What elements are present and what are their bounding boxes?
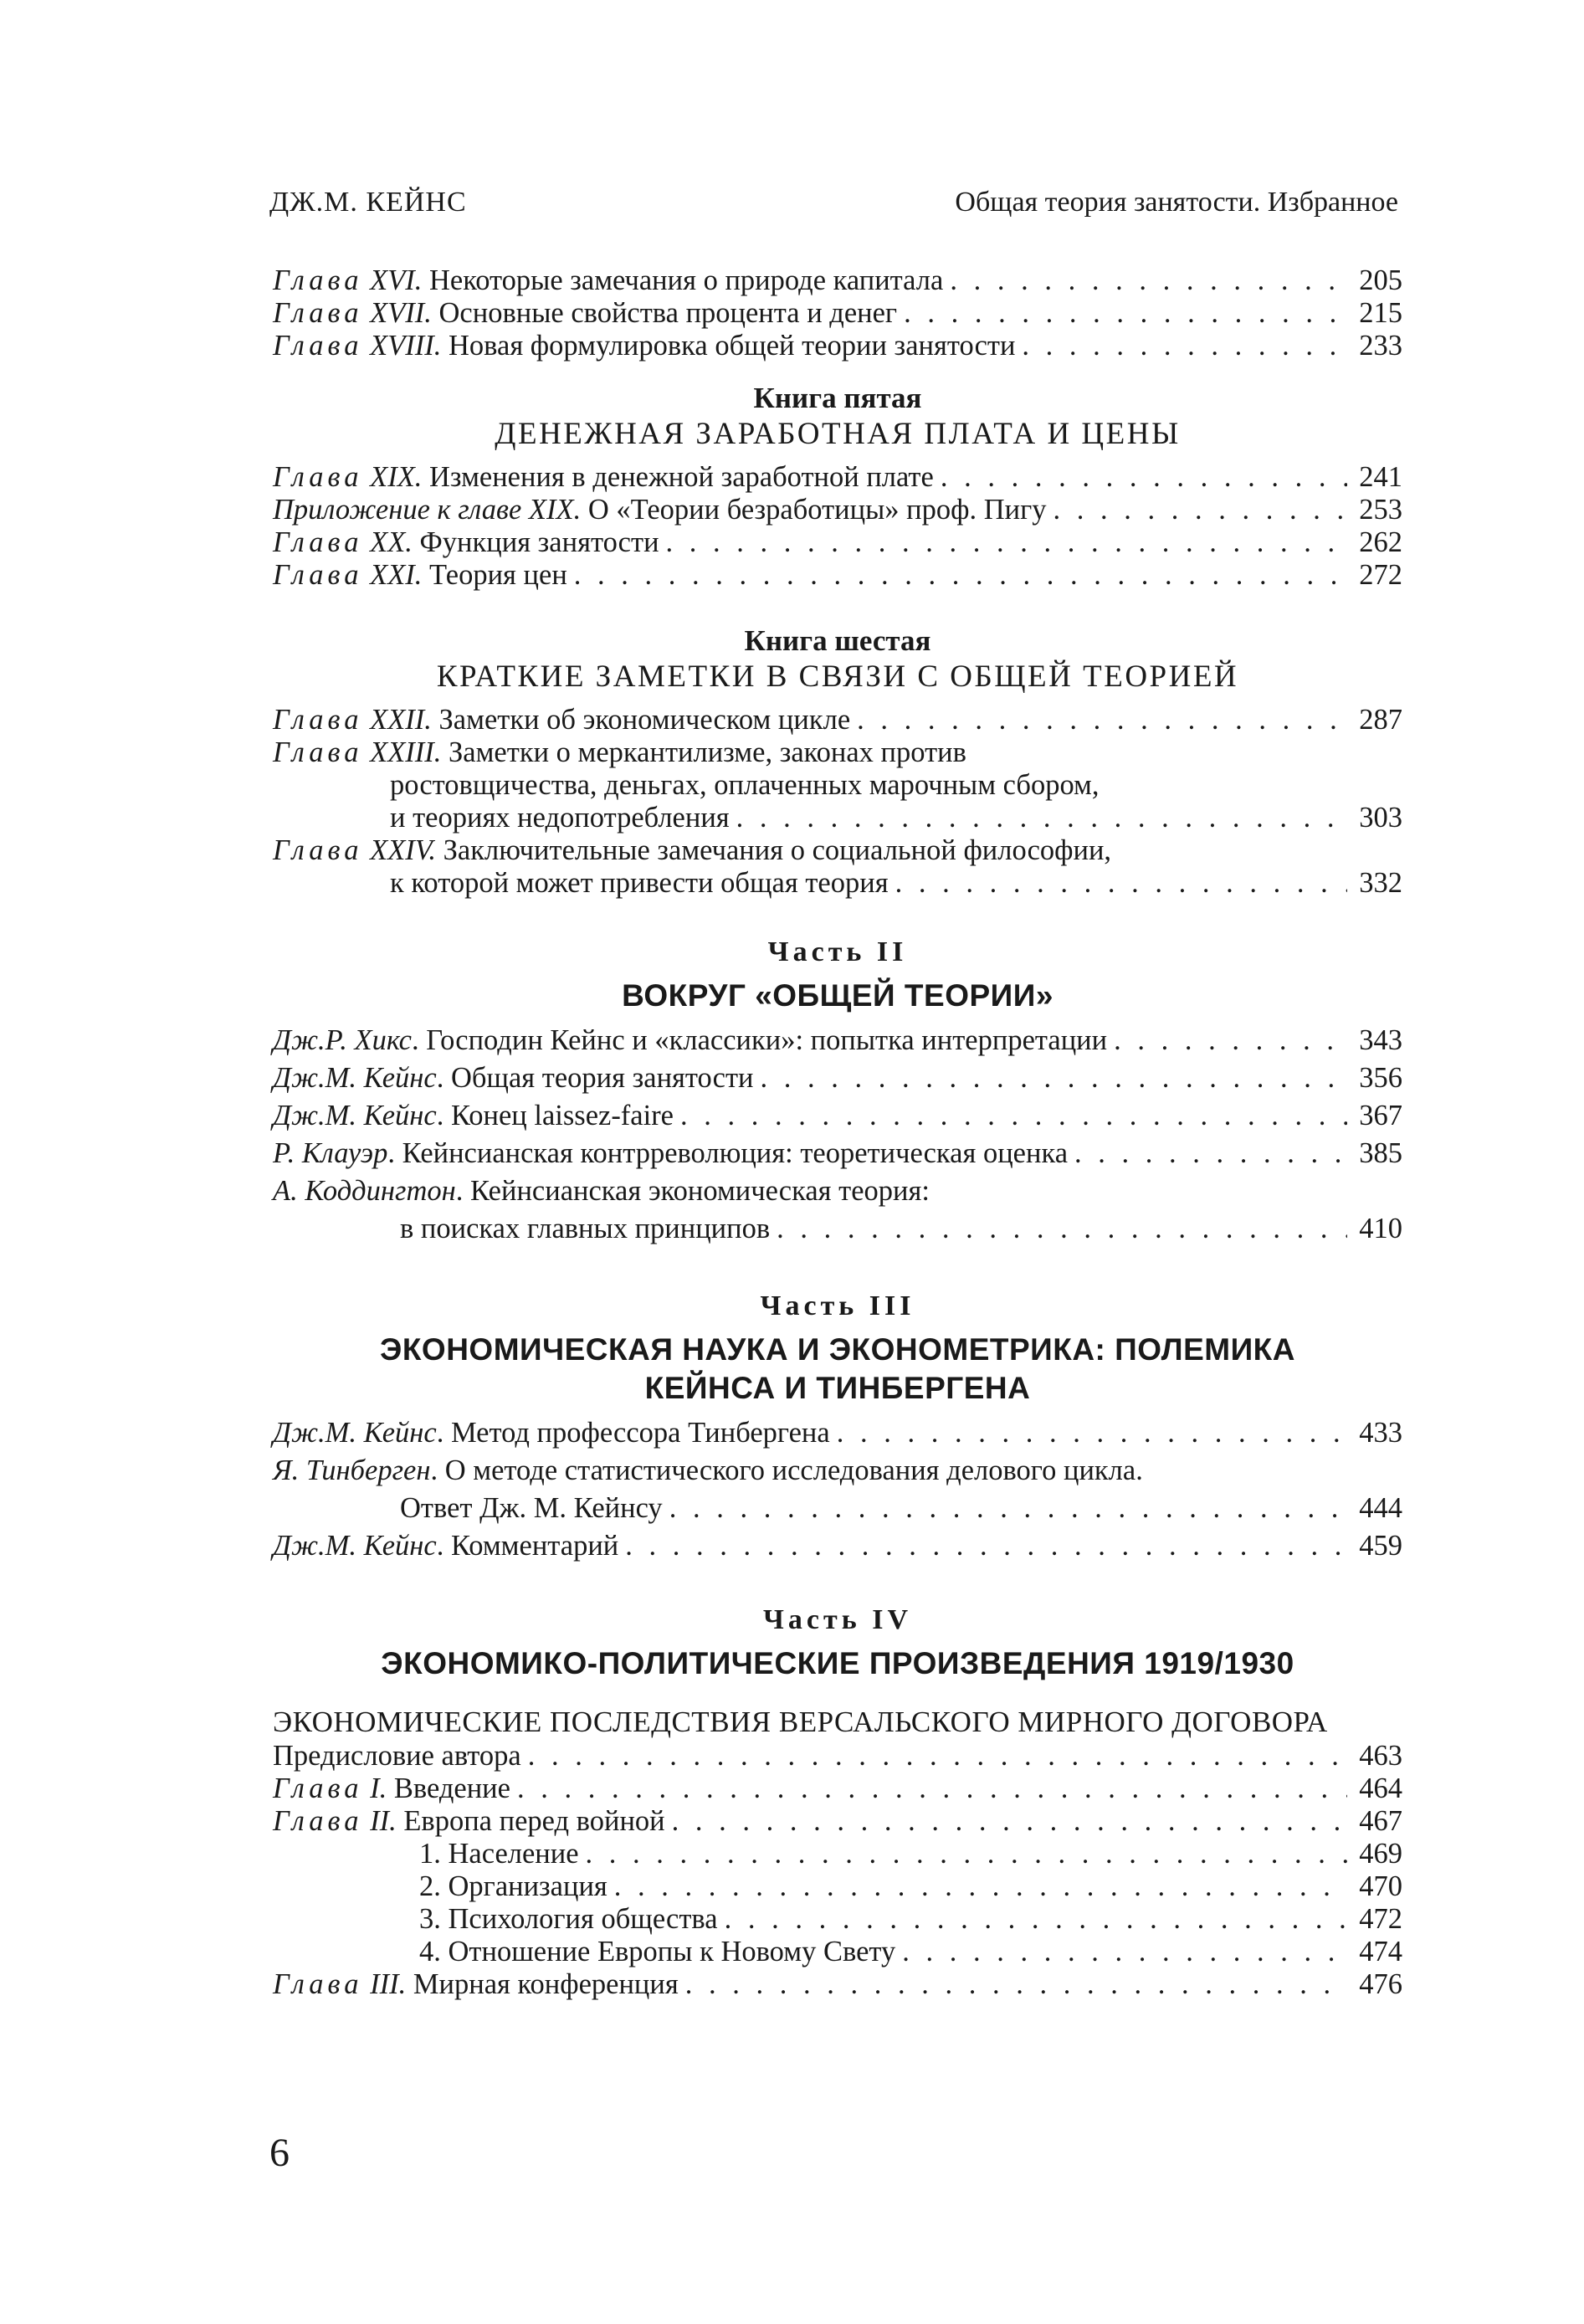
leader-dots bbox=[666, 526, 1347, 559]
entry-title: Европа перед войной bbox=[403, 1805, 665, 1837]
toc-entry[interactable] bbox=[273, 736, 1402, 769]
entry-title: Предисловие автора bbox=[273, 1740, 521, 1772]
leader-dots bbox=[625, 1527, 1347, 1565]
toc-subentry[interactable] bbox=[273, 1936, 1402, 1968]
book-five-section bbox=[273, 381, 1402, 592]
part-three-section bbox=[273, 1289, 1402, 1565]
page-ref: 459 bbox=[1359, 1530, 1402, 1562]
entry-label: Глава III. bbox=[273, 1968, 407, 2000]
page-ref: 233 bbox=[1359, 330, 1402, 362]
toc-entry-continued: и теориях недопотребления . . . 303 bbox=[273, 802, 1402, 834]
entry-title: Кейнсианская экономическая теория: bbox=[469, 1175, 930, 1207]
toc-entry[interactable]: Дж.М. Кейнс . Конец laissez-faire . . . 367 bbox=[273, 1097, 1402, 1135]
leader-dots bbox=[904, 297, 1347, 330]
leader-dots bbox=[837, 1414, 1347, 1452]
entry-title: О методе статистического исследования делового цикла. bbox=[444, 1454, 1143, 1486]
part-title: Часть III bbox=[760, 1290, 915, 1321]
entry-label: Глава II. bbox=[273, 1805, 397, 1837]
toc-entry[interactable] bbox=[273, 559, 1402, 592]
toc-entry[interactable]: Дж.М. Кейнс . Общая теория занятости . . . 356 bbox=[273, 1059, 1402, 1097]
leader-dots bbox=[685, 1968, 1347, 2001]
leader-dots bbox=[528, 1740, 1347, 1772]
toc-entry[interactable] bbox=[273, 1805, 1402, 1838]
toc-entry[interactable] bbox=[273, 1968, 1402, 2001]
page-ref: 356 bbox=[1359, 1062, 1402, 1094]
running-header-author: ДЖ.М. КЕЙНС bbox=[269, 187, 467, 218]
toc-entry[interactable]: Я. Тинберген . О методе статистического исследования делового цикла. bbox=[273, 1452, 1402, 1490]
entry-label: Глава XVII. bbox=[273, 297, 432, 329]
toc-entry-continued: ростовщичества, деньгах, оплаченных марочным сбором, bbox=[390, 769, 1100, 801]
entry-title: Функция занятости bbox=[419, 526, 659, 558]
entry-label: Глава XVIII. bbox=[273, 330, 442, 362]
entry-label: Приложение к главе XIX. bbox=[273, 494, 582, 526]
leader-dots bbox=[1114, 1022, 1347, 1059]
leader-dots bbox=[1022, 330, 1347, 362]
toc-entry-continued: в поисках главных принципов . . . 410 bbox=[273, 1210, 1402, 1248]
entry-title: Господин Кейнс и «классики»: попытка интерпретации bbox=[426, 1024, 1108, 1056]
toc-entry[interactable] bbox=[273, 1740, 1402, 1772]
entry-title: Новая формулировка общей теории занятости bbox=[449, 330, 1016, 362]
page-ref: 410 bbox=[1359, 1213, 1402, 1244]
entry-title: Некоторые замечания о природе капитала bbox=[429, 264, 944, 296]
entry-title: О «Теории безработицы» проф. Пигу bbox=[587, 494, 1047, 526]
entry-author: Я. Тинберген bbox=[273, 1454, 431, 1486]
entry-label: Глава XXI. bbox=[273, 559, 423, 591]
page-ref: 463 bbox=[1359, 1740, 1402, 1772]
part-title: Часть IV bbox=[762, 1604, 912, 1635]
entry-label: Глава XXIV. bbox=[273, 834, 437, 866]
section-title: ЭКОНОМИЧЕСКИЕ ПОСЛЕДСТВИЯ ВЕРСАЛЬСКОГО МИРНОГО ДОГОВОРА bbox=[273, 1706, 1328, 1738]
toc-entry[interactable]: Р. Клауэр . Кейнсианская контрреволюция: теоретическая оценка . . . 385 bbox=[273, 1135, 1402, 1172]
entry-author: А. Коддингтон bbox=[273, 1175, 456, 1207]
page-ref: 272 bbox=[1359, 559, 1402, 591]
entry-author: Дж.М. Кейнс bbox=[273, 1417, 437, 1449]
leader-dots bbox=[941, 461, 1347, 494]
part-subtitle-line: ЭКОНОМИЧЕСКАЯ НАУКА И ЭКОНОМЕТРИКА: ПОЛЕМИКА bbox=[380, 1332, 1295, 1367]
page-ref: 367 bbox=[1359, 1100, 1402, 1131]
toc-entry[interactable] bbox=[273, 297, 1402, 330]
leader-dots bbox=[669, 1490, 1347, 1527]
entry-title: Мирная конференция bbox=[413, 1968, 679, 2000]
page-ref: 444 bbox=[1359, 1492, 1402, 1524]
toc-entry[interactable]: Дж.Р. Хикс . Господин Кейнс и «классики»: попытка интерпретации . . . 343 bbox=[273, 1022, 1402, 1059]
leader-dots bbox=[761, 1059, 1348, 1097]
toc-entry[interactable] bbox=[273, 1772, 1402, 1805]
entry-author: Дж.М. Кейнс bbox=[273, 1062, 437, 1094]
toc-subentry[interactable] bbox=[273, 1838, 1402, 1870]
part-title: Часть II bbox=[767, 936, 908, 967]
part-two-section bbox=[273, 935, 1402, 1248]
entry-title: 4. Отношение Европы к Новому Свету bbox=[419, 1936, 896, 1967]
page-ref: 215 bbox=[1359, 297, 1402, 329]
page-ref: 472 bbox=[1359, 1903, 1402, 1935]
entry-title: Основные свойства процента и денег bbox=[438, 297, 898, 329]
page-ref: 332 bbox=[1359, 867, 1402, 899]
page-ref: 287 bbox=[1359, 704, 1402, 736]
leader-dots bbox=[574, 559, 1347, 592]
part-subtitle-line: КЕЙНСА И ТИНБЕРГЕНА bbox=[644, 1371, 1031, 1405]
toc-entry[interactable] bbox=[273, 526, 1402, 559]
book-six-section bbox=[273, 623, 1402, 900]
page-ref: 469 bbox=[1359, 1838, 1402, 1870]
entry-title: Комментарий bbox=[450, 1530, 619, 1562]
leader-dots bbox=[895, 867, 1347, 900]
entry-label: Глава I. bbox=[273, 1772, 387, 1804]
page-ref: 303 bbox=[1359, 802, 1402, 834]
page-ref: 476 bbox=[1359, 1968, 1402, 2000]
toc-subentry[interactable] bbox=[273, 1903, 1402, 1936]
entry-title: Заключительные замечания о социальной философии, bbox=[443, 834, 1112, 866]
leader-dots bbox=[1074, 1135, 1347, 1172]
toc-entry[interactable] bbox=[273, 264, 1402, 297]
toc-block-1 bbox=[273, 264, 1402, 362]
entry-title: 3. Психология общества bbox=[419, 1903, 718, 1935]
leader-dots bbox=[777, 1210, 1347, 1248]
page-ref: 433 bbox=[1359, 1417, 1402, 1449]
running-header-title: Общая теория занятости. Избранное bbox=[955, 187, 1398, 218]
leader-dots bbox=[950, 264, 1347, 297]
entry-title: Кейнсианская контрреволюция: теоретическая оценка bbox=[402, 1137, 1069, 1169]
part-four-section bbox=[273, 1603, 1402, 2001]
toc-entry[interactable]: Дж.М. Кейнс . Метод профессора Тинбергена . . . 433 bbox=[273, 1414, 1402, 1452]
toc-subentry[interactable] bbox=[273, 1870, 1402, 1903]
toc-entry[interactable] bbox=[273, 834, 1402, 867]
entry-title: 2. Организация bbox=[419, 1870, 607, 1902]
entry-label: Глава XX. bbox=[273, 526, 413, 558]
page-ref: 467 bbox=[1359, 1805, 1402, 1837]
leader-dots bbox=[517, 1772, 1347, 1805]
leader-dots bbox=[614, 1870, 1347, 1903]
toc-entry[interactable] bbox=[273, 330, 1402, 362]
part-subtitle: ЭКОНОМИКО-ПОЛИТИЧЕСКИЕ ПРОИЗВЕДЕНИЯ 1919/1930 bbox=[381, 1646, 1294, 1680]
entry-author: Дж.М. Кейнс bbox=[273, 1530, 437, 1562]
entry-title: Метод профессора Тинбергена bbox=[450, 1417, 830, 1449]
leader-dots bbox=[1053, 494, 1348, 526]
entry-author: Дж.Р. Хикс bbox=[273, 1024, 412, 1056]
toc-entry[interactable] bbox=[273, 494, 1402, 526]
book-title: Книга пятая bbox=[753, 382, 922, 414]
page-ref: 470 bbox=[1359, 1870, 1402, 1902]
page-number: 6 bbox=[269, 2131, 290, 2175]
entry-label: Глава XXII. bbox=[273, 704, 432, 736]
page-ref: 205 bbox=[1359, 264, 1402, 296]
page-ref: 262 bbox=[1359, 526, 1402, 558]
page-ref: 474 bbox=[1359, 1936, 1402, 1967]
entry-author: Р. Клауэр bbox=[273, 1137, 388, 1169]
entry-title: Заметки об экономическом цикле bbox=[438, 704, 851, 736]
page-ref: 385 bbox=[1359, 1137, 1402, 1169]
leader-dots bbox=[680, 1097, 1347, 1135]
book-title: Книга шестая bbox=[744, 624, 931, 657]
page-ref: 464 bbox=[1359, 1772, 1402, 1804]
toc-entry[interactable]: Дж.М. Кейнс . Комментарий . . . 459 bbox=[273, 1527, 1402, 1565]
page-ref: 253 bbox=[1359, 494, 1402, 526]
toc-entry-continued: к которой может привести общая теория . . . 332 bbox=[273, 867, 1402, 900]
entry-title: Конец laissez-faire bbox=[450, 1100, 674, 1131]
entry-author: Дж.М. Кейнс bbox=[273, 1100, 437, 1131]
leader-dots bbox=[857, 704, 1347, 736]
leader-dots bbox=[672, 1805, 1347, 1838]
entry-title: Теория цен bbox=[429, 559, 567, 591]
leader-dots bbox=[736, 802, 1347, 834]
toc-entry-continued: Ответ Дж. М. Кейнсу . . . 444 bbox=[273, 1490, 1402, 1527]
leader-dots bbox=[725, 1903, 1347, 1936]
entry-label: Глава XXIII. bbox=[273, 736, 442, 768]
leader-dots bbox=[902, 1936, 1347, 1968]
leader-dots bbox=[586, 1838, 1347, 1870]
entry-title: Общая теория занятости bbox=[450, 1062, 754, 1094]
entry-label: Глава XVI. bbox=[273, 264, 423, 296]
book-subtitle: ДЕНЕЖНАЯ ЗАРАБОТНАЯ ПЛАТА И ЦЕНЫ bbox=[495, 417, 1181, 451]
page-ref: 241 bbox=[1359, 461, 1402, 493]
toc-entry[interactable] bbox=[273, 461, 1402, 494]
page-ref: 343 bbox=[1359, 1024, 1402, 1056]
entry-title: 1. Население bbox=[419, 1838, 579, 1870]
part-subtitle: ВОКРУГ «ОБЩЕЙ ТЕОРИИ» bbox=[622, 978, 1053, 1013]
entry-title: Заметки о меркантилизме, законах против bbox=[449, 736, 966, 768]
toc-entry[interactable] bbox=[273, 704, 1402, 736]
toc-entry[interactable]: А. Коддингтон . Кейнсианская экономическая теория: bbox=[273, 1172, 1402, 1210]
entry-label: Глава XIX. bbox=[273, 461, 423, 493]
book-subtitle: КРАТКИЕ ЗАМЕТКИ В СВЯЗИ С ОБЩЕЙ ТЕОРИЕЙ bbox=[436, 659, 1239, 694]
entry-title: Изменения в денежной заработной плате bbox=[429, 461, 934, 493]
entry-title: Введение bbox=[393, 1772, 510, 1804]
